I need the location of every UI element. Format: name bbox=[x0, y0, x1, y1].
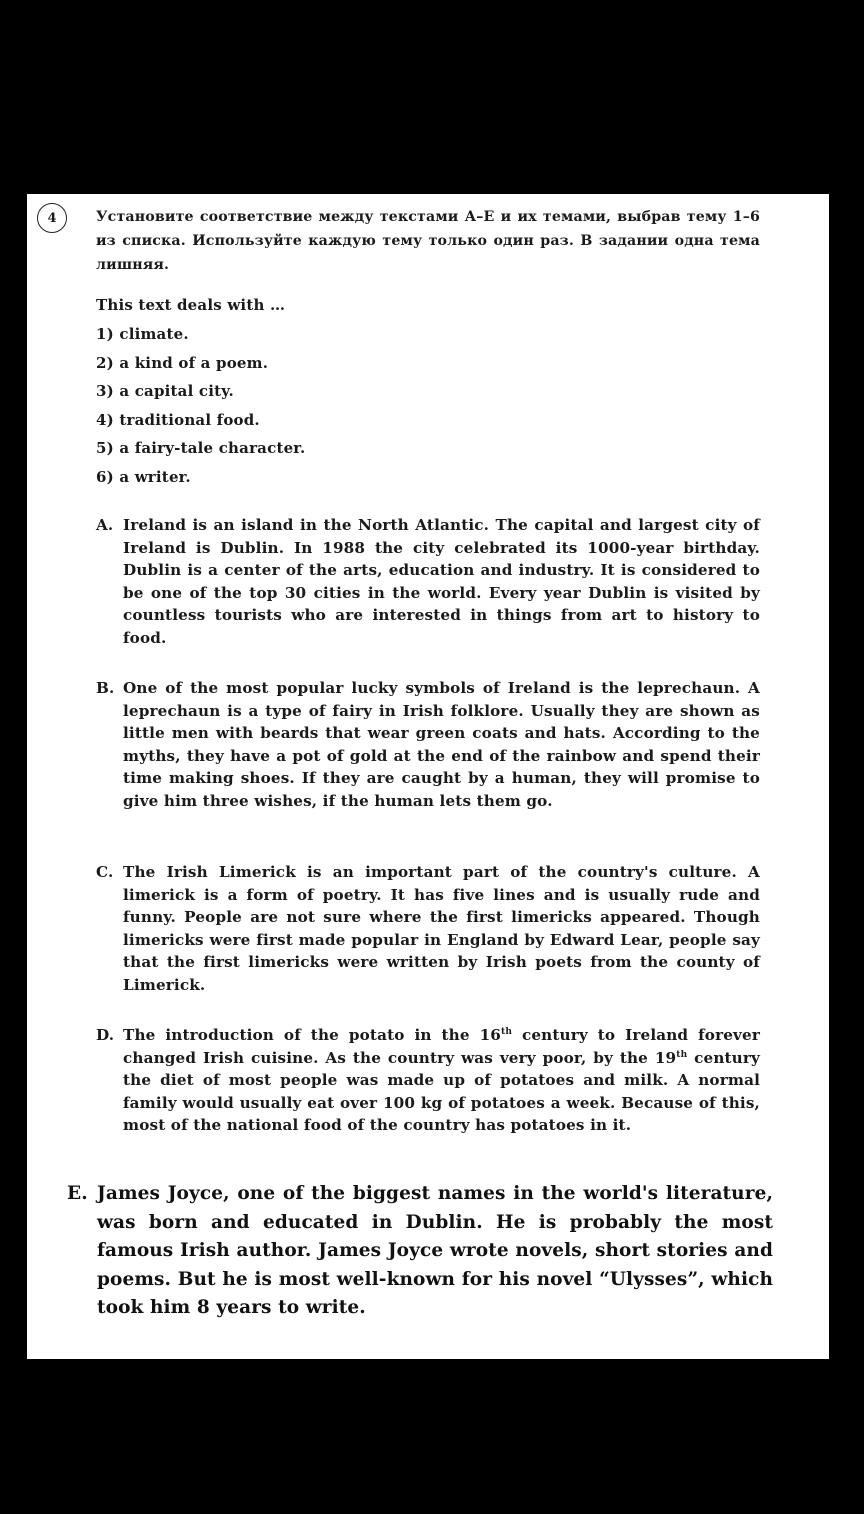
task-instruction: Установите соответствие между текстами А–Е и их темами, выбрав тему 1–6 из списка. Используйте каждую тему только один раз. В задании одна тема лишняя. bbox=[96, 209, 760, 273]
text-b-letter: B. bbox=[96, 679, 115, 697]
topic-item-3: 3) a capital city. bbox=[96, 382, 234, 401]
topics-list bbox=[96, 320, 305, 492]
text-c bbox=[96, 861, 760, 997]
text-d-sup1: th bbox=[501, 1026, 513, 1037]
worksheet-page bbox=[27, 194, 829, 1359]
text-e-body: James Joyce, one of the biggest names in the world's literature, was born and educated in Dublin. He is probably the most famous Irish author. James Joyce wrote novels, short stories and poems. But he is most well-known for his novel “Ulysses”, which took him 8 years to write. bbox=[97, 1183, 773, 1318]
topic-item-2: 2) a kind of a poem. bbox=[96, 353, 269, 372]
text-d bbox=[96, 1024, 760, 1137]
text-a bbox=[96, 514, 760, 650]
text-d-sup2: th bbox=[676, 1049, 688, 1060]
text-b bbox=[96, 677, 760, 813]
topic-item-5: 5) a fairy-tale character. bbox=[96, 439, 306, 458]
text-a-body: Ireland is an island in the North Atlantic. The capital and largest city of Ireland is Dublin. In 1988 the city celebrated its 1000-year birthday. Dublin is a center of the arts, education and industry. It is considered to be one of the top 30 cities in the world. Every year Dublin is visited by countless tourists who are interested in things from art to history to food. bbox=[123, 516, 760, 647]
topic-item-1: 1) climate. bbox=[96, 325, 189, 343]
text-d-body bbox=[123, 1024, 760, 1137]
task-number-badge bbox=[37, 203, 67, 233]
text-d-part3: century the diet of most people was made up of potatoes and milk. A normal family would usually eat over 100 kg of potatoes a week. Because of this, most of the national food of the country has potatoes in it. bbox=[123, 1048, 761, 1135]
topics-intro: This text deals with … bbox=[96, 296, 286, 314]
task-number: 4 bbox=[47, 210, 57, 226]
text-d-part2: century to Ireland forever changed Irish cuisine. As the country was very poor, by the 19 bbox=[123, 1026, 760, 1067]
topic-item-4: 4) traditional food. bbox=[96, 410, 260, 429]
text-e bbox=[67, 1180, 773, 1323]
text-c-body: The Irish Limerick is an important part of the country's culture. A limerick is a form of poetry. It has five lines and is usually rude and funny. People are not sure where the first limericks appeared. Though limericks were first made popular in England by Edward Lear, people say that the first limericks were written by Irish poets from the county of Limerick. bbox=[123, 863, 760, 994]
text-a-letter: A. bbox=[96, 516, 114, 534]
text-c-letter: C. bbox=[96, 863, 114, 881]
text-d-letter: D. bbox=[96, 1026, 115, 1044]
text-d-part1: The introduction of the potato in the 16 bbox=[123, 1026, 502, 1044]
text-e-letter: E. bbox=[67, 1183, 88, 1204]
text-b-body: One of the most popular lucky symbols of Ireland is the leprechaun. A leprechaun is a type of fairy in Irish folklore. Usually they are shown as little men with beards that wear green coats and hats. According to the myths, they have a pot of gold at the end of the rainbow and spend their time making shoes. If they are caught by a human, they will promise to give him three wishes, if the human lets them go. bbox=[123, 679, 760, 810]
topic-item-6: 6) a writer. bbox=[96, 467, 191, 486]
